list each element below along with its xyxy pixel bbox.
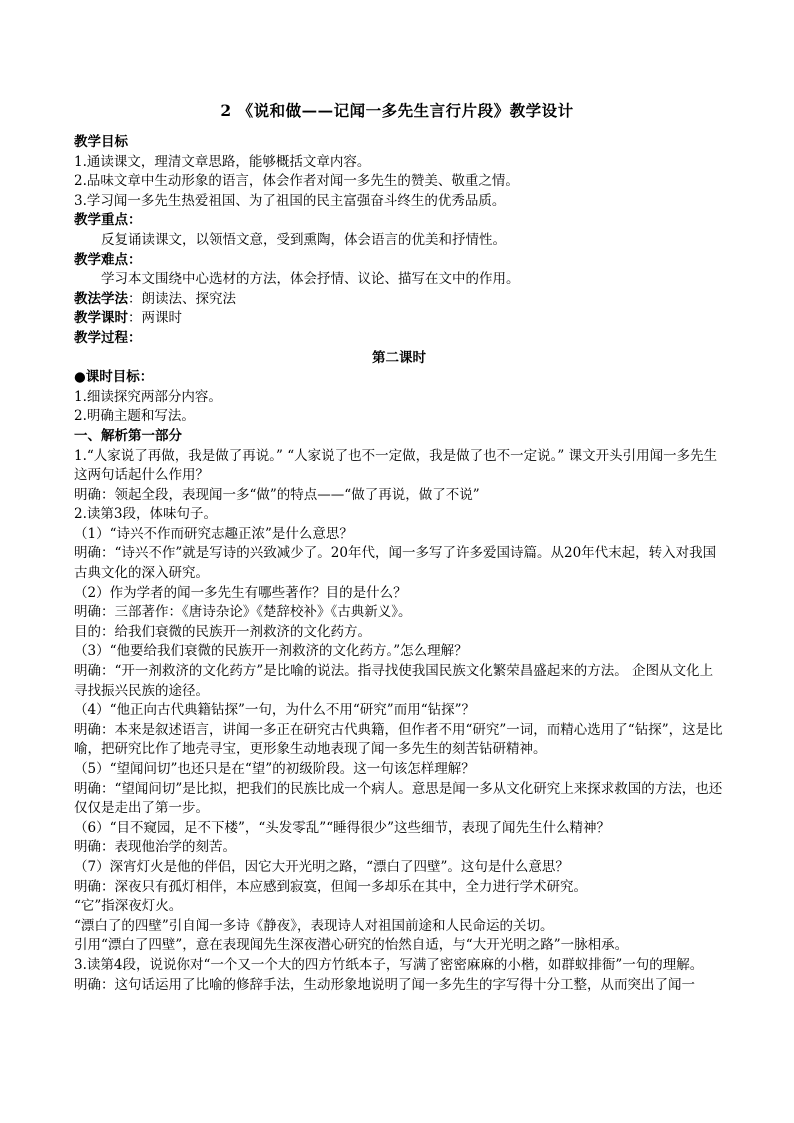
list-item: 1.细读探究两部分内容。	[74, 388, 222, 405]
question: （7）深宵灯火是他的伴侣，因它大开光明之路，“漂白了四壁”。这句是什么意思？	[74, 858, 569, 875]
section-heading: ●课时目标：	[74, 369, 154, 386]
paragraph: 明确：“诗兴不作”就是写诗的兴致减少了。20年代，闻一多写了许多爱国诗篇。从20年代末起，转入对我国古典文化的深入研究。	[74, 545, 717, 582]
section-heading: 教学重点：	[74, 212, 142, 229]
paragraph: 明确：深夜只有孤灯相伴，本应感到寂寞，但闻一多却乐在其中，全力进行学术研究。	[74, 878, 587, 895]
goal-item: 2.品味文章中生动形象的语言，体会作者对闻一多先生的赞美、敬重之情。	[74, 173, 519, 190]
question: （5）“望闻问切”也还只是在“望”的初级阶段。这一句该怎样理解？	[74, 761, 475, 777]
section-heading: 教学过程：	[74, 329, 142, 346]
hours-value: ：两课时	[128, 310, 182, 327]
hours-line	[74, 309, 724, 329]
goal-item: 3.学习闻一多先生热爱祖国、为了祖国的民主富强奋斗终生的优秀品质。	[74, 192, 506, 209]
paragraph: 引用“漂白了四壁”，意在表现闻先生深夜潜心研究的怡然自适，与“大开光明之路”一脉相承。	[74, 937, 629, 954]
list-item: 2.明确主题和写法。	[74, 408, 195, 425]
document-body	[74, 133, 724, 995]
paragraph: “漂白了的四壁”引自闻一多诗《静夜》，表现诗人对祖国前途和人民命运的关切。	[74, 917, 554, 934]
paragraph: 明确：“开一剂救济的文化药方”是比喻的说法。指寻找使我国民族文化繁荣昌盛起来的方法。 企图从文化上寻找振兴民族的途径。	[74, 663, 714, 699]
method-value: ：朗读法、探究法	[128, 290, 236, 307]
paragraph: 明确：这句话运用了比喻的修辞手法，生动形象地说明了闻一多先生的字写得十分工整，从而突出了闻一	[74, 976, 695, 993]
section-heading: 一、解析第一部分	[74, 427, 182, 444]
paragraph: 明确：本来是叙述语言，讲闻一多正在研究古代典籍，但作者不用“研究”一词，而精心选用了“钻探”，这是比喻，把研究比作了地壳寻宝，更形象生动地表现了闻一多先生的刻苦钻研精神。	[74, 721, 723, 758]
section-heading: 教学目标	[74, 134, 128, 150]
paragraph: 学习本文围绕中心选材的方法，体会抒情、议论、描写在文中的作用。	[101, 271, 520, 288]
question: （2）作为学者的闻一多先生有哪些著作？目的是什么？	[74, 584, 407, 601]
method-line	[74, 290, 724, 310]
paragraph: 目的：给我们衰微的民族开一剂救济的文化药方。	[74, 623, 371, 640]
question: （6）“目不窥园，足不下楼”，“头发零乱”“睡得很少”这些细节，表现了闻先生什么精神？	[74, 819, 610, 836]
paragraph: 1.“人家说了再做，我是做了再说。” “人家说了也不一定做，我是做了也不一定说。” 课文开头引用闻一多先生这两句话起什么作用？	[74, 447, 718, 484]
paragraph: 明确：“望闻问切”是比拟，把我们的民族比成一个病人。意思是闻一多从文化研究上来探求救国的方法，也还仅仅是走出了第一步。	[74, 780, 723, 817]
paragraph: 明确：三部著作：《唐诗杂论》《楚辞校补》《古典新义》。	[74, 604, 412, 621]
question: （3）“他要给我们衰微的民族开一剂救济的文化药方。”怎么理解？	[74, 643, 468, 660]
hours-label: 教学课时	[74, 310, 128, 327]
section-heading: 教学难点：	[74, 251, 142, 268]
document-title: 2 《说和做——记闻一多先生言行片段》教学设计	[220, 101, 574, 120]
paragraph: 3.读第4段，说说你对“一个又一个大的四方竹纸本子，写满了密密麻麻的小楷，如群蚁排衙”一句的理解。	[74, 956, 704, 973]
session-title: 第二课时	[372, 349, 426, 366]
method-label: 教法学法	[74, 290, 128, 307]
paragraph: 明确：表现他治学的刻苦。	[74, 839, 236, 856]
goal-item: 1.通读课文，理清文章思路，能够概括文章内容。	[74, 153, 371, 170]
paragraph: 明确：领起全段，表现闻一多“做”的特点——“做了再说，做了不说”	[74, 486, 480, 503]
question: （1）“诗兴不作而研究志趣正浓”是什么意思？	[74, 525, 353, 542]
paragraph: 反复诵读课文，以领悟文意，受到熏陶，体会语言的优美和抒情性。	[101, 231, 506, 248]
question: （4）“他正向古代典籍钻探”一句，为什么不用“研究”而用“钻探”？	[74, 702, 475, 719]
paragraph: “它”指深夜灯火。	[74, 898, 183, 915]
paragraph: 2.读第3段，体味句子。	[74, 506, 217, 523]
